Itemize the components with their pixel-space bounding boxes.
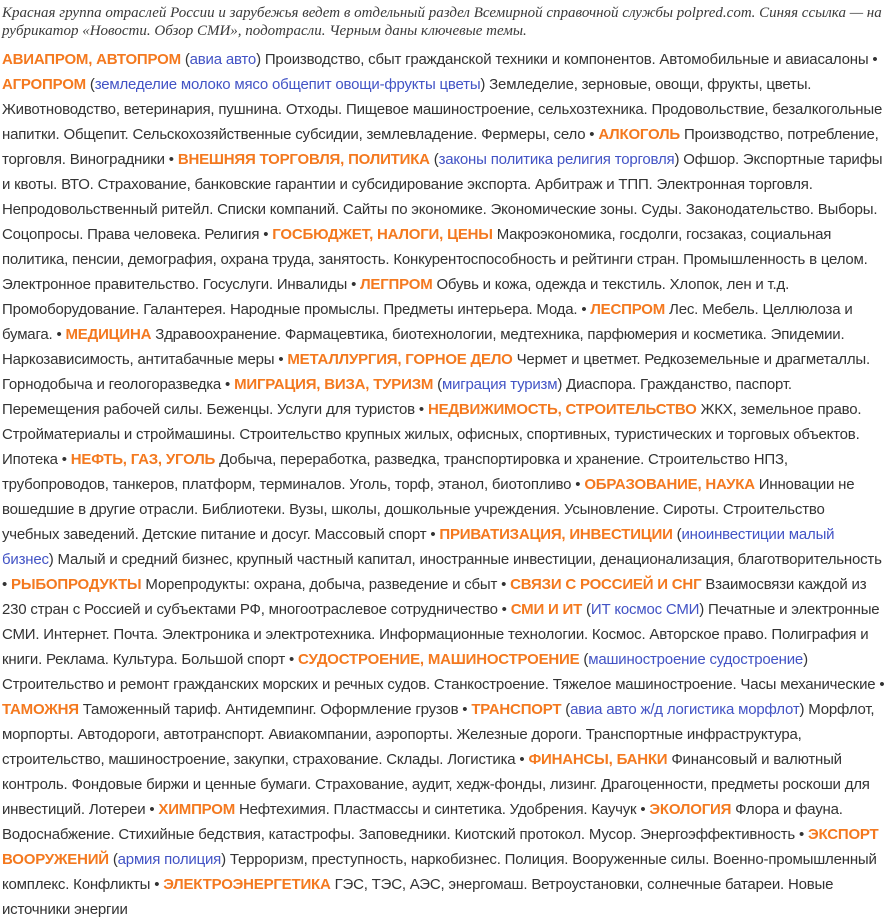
subcategory-link[interactable]: полиция: [164, 851, 222, 868]
subcategory-link[interactable]: космос: [614, 601, 662, 618]
section-title-link[interactable]: ОБРАЗОВАНИЕ, НАУКА: [584, 476, 755, 493]
bullet-separator: •: [577, 301, 591, 318]
subcategory-link[interactable]: СМИ: [665, 601, 700, 618]
subcategory-link[interactable]: мясо: [234, 76, 268, 93]
section-title-link[interactable]: ЭЛЕКТРОЭНЕРГЕТИКА: [163, 876, 331, 893]
subcategory-link[interactable]: общепит: [271, 76, 332, 93]
section-title-link[interactable]: ГОСБЮДЖЕТ, НАЛОГИ, ЦЕНЫ: [272, 226, 493, 243]
section-title-link[interactable]: МЕДИЦИНА: [65, 326, 152, 343]
section-title-link[interactable]: НЕДВИЖИМОСТЬ, СТРОИТЕЛЬСТВО: [427, 401, 697, 418]
paren-open: (: [180, 51, 190, 68]
subcategory-link[interactable]: овощи-фрукты: [335, 76, 436, 93]
section-description: ГЭС, ТЭС, АЭС, энергомаш. Ветроустановки, солнечные батареи. Новые источники энергии: [2, 876, 834, 918]
section-description: Здравоохранение. Фармацевтика, биотехнологии, медтехника, парфюмерия и косметика. Эпидемии. Наркозависимость, антитабачные меры: [2, 326, 845, 368]
subcategory-link[interactable]: ж/д: [640, 701, 663, 718]
paren-open: (: [108, 851, 118, 868]
sections-text-flow: [2, 47, 885, 922]
bullet-separator: •: [795, 826, 809, 843]
section-title-link[interactable]: МИГРАЦИЯ, ВИЗА, ТУРИЗМ: [234, 376, 434, 393]
section-description: Офшор. Экспортные тарифы и квоты. ВТО. Страхование, банковские гарантии и субсидирование экспорта. Арбитраж и ТПП. Электронная торговля. Непродовольственный ритейл. Списки компаний. Сайты по экономике. Экономические зоны. Суды. Законодательство. Выборы. Соцопросы. Права человека. Религия: [2, 151, 883, 243]
bullet-separator: •: [52, 326, 66, 343]
section-description: Малый и средний бизнес, крупный частный капитал, иностранные инвестиции, денационализация, благотворительность: [53, 551, 882, 568]
bullet-separator: •: [636, 801, 650, 818]
paren-close: ): [803, 651, 808, 668]
intro-note: Красная группа отраслей России и зарубежья ведет в отдельный раздел Всемирной справочной службы polpred.com. Синяя ссылка — на рубрикатор «Новости. Обзор СМИ», подотрасли. Черным даны ключевые темы.: [2, 5, 882, 39]
section-description: Таможенный тариф. Антидемпинг. Оформление грузов: [78, 701, 459, 718]
subcategory-link[interactable]: малый бизнес: [2, 526, 835, 568]
bullet-separator: •: [221, 376, 235, 393]
section-description: Финансовый и валютный контроль. Фондовые биржи и ценные бумаги. Страхование, аудит, хедж-фонды, лизинг. Драгоценности, предметы роскоши для инвестиций. Лотереи: [2, 751, 870, 818]
bullet-separator: •: [285, 651, 299, 668]
bullet-separator: •: [497, 601, 511, 618]
bullet-separator: •: [164, 151, 178, 168]
section-title-link[interactable]: МЕТАЛЛУРГИЯ, ГОРНОЕ ДЕЛО: [287, 351, 513, 368]
paren-close: ): [699, 601, 705, 618]
subcategory-link[interactable]: авто: [606, 701, 637, 718]
section-description: Морфлот, морпорты. Автодороги, автотранспорт. Авиакомпании, аэропорты. Железные дороги. Транспортные инфраструктура, строительство, машиностроение, закупки, страхование. Склады. Логистика: [2, 701, 875, 768]
paren-open: (: [561, 701, 571, 718]
subcategory-link[interactable]: логистика: [666, 701, 735, 718]
section-description: Производство, потребление, торговля. Виноградники: [2, 126, 879, 168]
subcategory-link[interactable]: машиностроение: [588, 651, 706, 668]
bullet-separator: •: [571, 476, 585, 493]
section-title-link[interactable]: ФИНАНСЫ, БАНКИ: [528, 751, 668, 768]
paren-close: ): [674, 151, 680, 168]
subcategory-link[interactable]: цветы: [439, 76, 481, 93]
bullet-separator: •: [497, 576, 511, 593]
paren-close: ): [557, 376, 563, 393]
bullet-separator: •: [150, 876, 164, 893]
subcategory-link[interactable]: молоко: [180, 76, 231, 93]
section-title-link[interactable]: ЛЕГПРОМ: [360, 276, 433, 293]
subcategory-link[interactable]: морфлот: [738, 701, 800, 718]
section-title-link[interactable]: ЛЕСПРОМ: [590, 301, 666, 318]
section-title-link[interactable]: ВНЕШНЯЯ ТОРГОВЛЯ, ПОЛИТИКА: [177, 151, 430, 168]
section-title-link[interactable]: СВЯЗИ С РОССИЕЙ И СНГ: [510, 576, 702, 593]
section-title-link[interactable]: ХИМПРОМ: [158, 801, 236, 818]
paren-close: ): [221, 851, 226, 868]
paren-open: (: [672, 526, 682, 543]
section-description: ЖКХ, земельное право. Стройматериалы и строймашины. Строительство крупных жилых, офисных, спортивных, туристических и торговых объектов. Ипотека: [2, 401, 862, 468]
paren-open: (: [429, 151, 439, 168]
subcategory-link[interactable]: авиа: [570, 701, 603, 718]
section-title-link[interactable]: АВИАПРОМ, АВТОПРОМ: [2, 51, 181, 68]
subcategory-link[interactable]: авто: [225, 51, 257, 68]
section-title-link[interactable]: АЛКОГОЛЬ: [598, 126, 681, 143]
section-description: Инновации не вошедшие в другие отрасли. Библиотеки. Вузы, школы, дошкольные учреждения. Усыновление. Сироты. Строительство учебных заведений. Детские питание и досуг. Массовый спорт: [2, 476, 855, 543]
section-title-link[interactable]: РЫБОПРОДУКТЫ: [11, 576, 142, 593]
paren-close: ): [256, 51, 261, 68]
bullet-separator: •: [145, 801, 159, 818]
bullet-separator: •: [868, 51, 878, 68]
paren-open: (: [433, 376, 442, 393]
paren-close: ): [480, 76, 486, 93]
subcategory-link[interactable]: законы: [438, 151, 487, 168]
subcategory-link[interactable]: ИТ: [590, 601, 611, 618]
section-title-link[interactable]: ЭКОЛОГИЯ: [649, 801, 732, 818]
subcategory-link[interactable]: туризм: [510, 376, 558, 393]
bullet-separator: •: [585, 126, 599, 143]
section-description: Взаимосвязи каждой из 230 стран с Россией и субъектами РФ, многоотраслевое сотрудничество: [2, 576, 867, 618]
section-title-link[interactable]: НЕФТЬ, ГАЗ, УГОЛЬ: [70, 451, 216, 468]
bullet-separator: •: [426, 526, 440, 543]
subcategory-link[interactable]: политика: [490, 151, 553, 168]
bullet-separator: •: [2, 576, 12, 593]
subcategory-link[interactable]: судостроение: [709, 651, 804, 668]
paren-close: ): [48, 551, 54, 568]
section-description: Лес. Мебель. Целлюлоза и бумага.: [2, 301, 853, 343]
section-title-link[interactable]: АГРОПРОМ: [2, 76, 86, 93]
bullet-separator: •: [515, 751, 529, 768]
section-title-link[interactable]: ТАМОЖНЯ: [2, 701, 79, 718]
section-description: Макроэкономика, госдолги, госзаказ, социальная политика, пенсии, демография, охрана труда, занятость. Конкурентоспособность и рейтинги стран. Промышленность в целом. Электронное правительство. Госуслуги. Инвалиды: [2, 226, 868, 293]
bullet-separator: •: [274, 351, 288, 368]
section-description: Обувь и кожа, одежда и текстиль. Хлопок, лен и т.д. Промоборудование. Галантерея. Народные промыслы. Предметы интерьера. Мода.: [2, 276, 790, 318]
section-description: Печатные и электронные СМИ. Интернет. Почта. Электроника и электротехника. Информационные технологии. Космос. Авторское право. Полиграфия и книги. Реклама. Культура. Большой спорт: [2, 601, 880, 668]
bullet-separator: •: [259, 226, 273, 243]
bullet-separator: •: [414, 401, 428, 418]
section-description: Флора и фауна. Водоснабжение. Стихийные бедствия, катастрофы. Заповедники. Киотский протокол. Мусор. Энергоэффективность: [2, 801, 843, 843]
section-title-link[interactable]: СУДОСТРОЕНИЕ, МАШИНОСТРОЕНИЕ: [298, 651, 580, 668]
paren-open: (: [579, 651, 589, 668]
section-title-link[interactable]: СМИ И ИТ: [510, 601, 583, 618]
paren-open: (: [582, 601, 591, 618]
section-description: Нефтехимия. Пластмассы и синтетика. Удобрения. Каучук: [235, 801, 637, 818]
subcategory-link[interactable]: иноинвестиции: [681, 526, 785, 543]
subcategory-link[interactable]: авиа: [189, 51, 222, 68]
section-title-link[interactable]: ТРАНСПОРТ: [471, 701, 562, 718]
section-description: Добыча, переработка, разведка, транспортировка и хранение. Строительство НПЗ, трубопроводов, танкеров, платформ, терминалов. Уголь, торф, этанол, биотопливо: [2, 451, 788, 493]
section-title-link[interactable]: ПРИВАТИЗАЦИЯ, ИНВЕСТИЦИИ: [439, 526, 673, 543]
paren-close: ): [799, 701, 805, 718]
section-description: Строительство и ремонт гражданских морских и речных судов. Станкостроение. Тяжелое машиностроение. Часы механические: [2, 676, 876, 693]
subcategory-link[interactable]: миграция: [441, 376, 507, 393]
subcategory-link[interactable]: армия: [117, 851, 161, 868]
section-description: Земледелие, зерновые, овощи, фрукты, цветы. Животноводство, ветеринария, пушнина. Отходы. Пищевое машиностроение, сельхозтехника. Продовольствие, безалкогольные напитки. Общепит. Сельскохозяйственные субсидии, землевладение. Фермеры, село: [2, 76, 883, 143]
subcategory-link[interactable]: торговля: [614, 151, 675, 168]
subcategory-link[interactable]: земледелие: [94, 76, 177, 93]
section-title-link[interactable]: ЭКСПОРТ ВООРУЖЕНИЙ: [2, 826, 879, 868]
bullet-separator: •: [875, 676, 885, 693]
bullet-separator: •: [458, 701, 472, 718]
paren-open: (: [85, 76, 95, 93]
section-description: Чермет и цветмет. Редкоземельные и драгметаллы. Горнодобыча и геологоразведка: [2, 351, 870, 393]
subcategory-link[interactable]: религия: [556, 151, 611, 168]
bullet-separator: •: [347, 276, 361, 293]
bullet-separator: •: [57, 451, 71, 468]
section-description: Терроризм, преступность, наркобизнес. Полиция. Вооруженные силы. Военно-промышленный комплекс. Конфликты: [2, 851, 877, 893]
section-description: Диаспора. Гражданство, паспорт. Перемещения рабочей силы. Беженцы. Услуги для туристов: [2, 376, 792, 418]
section-description: Морепродукты: охрана, добыча, разведение и сбыт: [141, 576, 498, 593]
section-description: Производство, сбыт гражданской техники и компонентов. Автомобильные и авиасалоны: [260, 51, 869, 68]
